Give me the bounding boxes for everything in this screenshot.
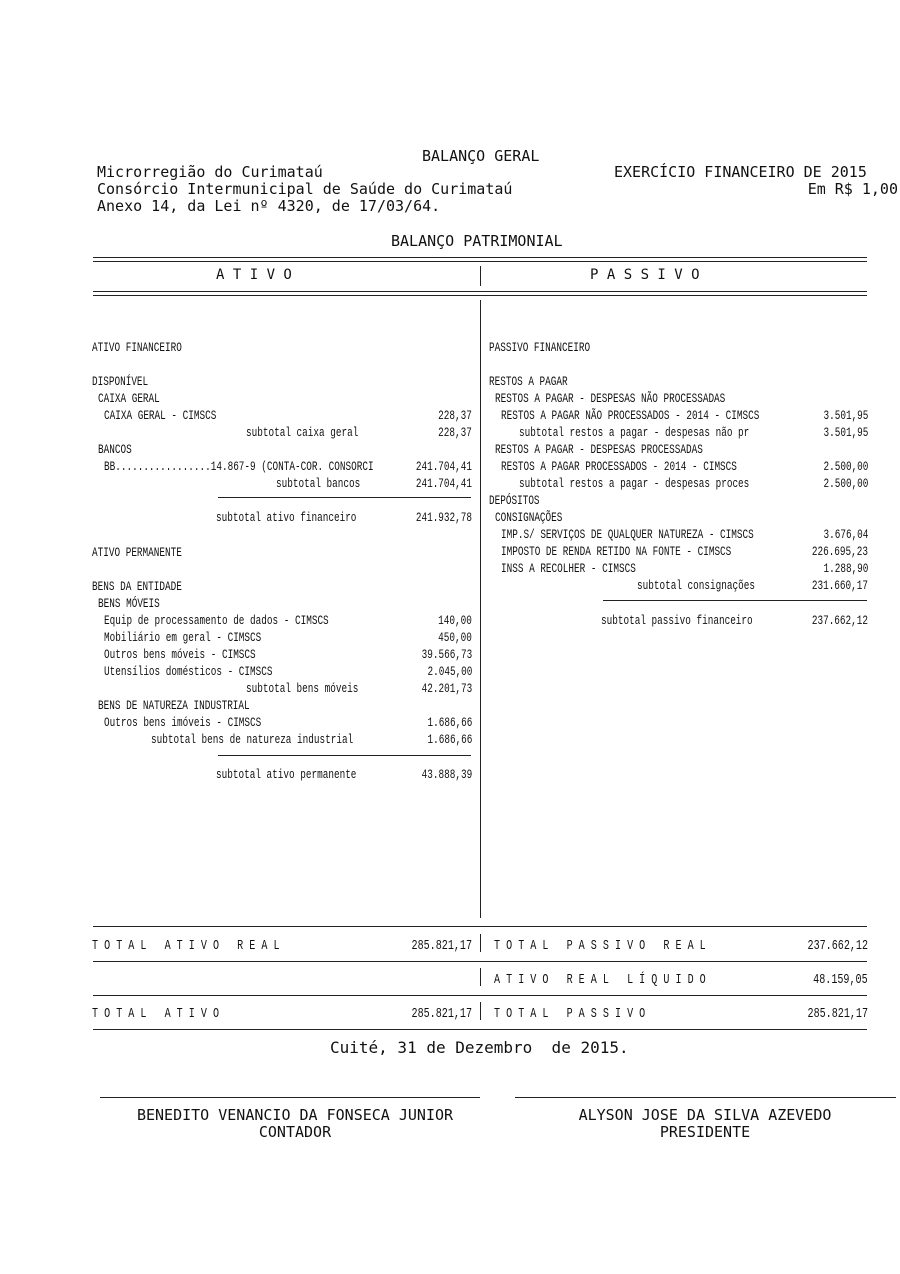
list-item: IMPOSTO DE RENDA RETIDO NA FONTE - CIMSCS	[501, 544, 732, 559]
depositos-heading: DEPÓSITOS	[489, 493, 540, 508]
restos-proc-heading: RESTOS A PAGAR - DESPESAS PROCESSADAS	[495, 442, 703, 457]
subtotal-ativo-financeiro-value: 241.932,78	[415, 510, 472, 525]
subtotal-ativo-permanente-label: subtotal ativo permanente	[216, 767, 357, 782]
list-item: IMP.S/ SERVIÇOS DE QUALQUER NATUREZA - CIMSCS	[501, 527, 754, 542]
subtotal-passivo-financeiro-label: subtotal passivo financeiro	[601, 613, 753, 628]
list-item-value: 3.676,04	[823, 527, 868, 542]
subtotal-bancos-label: subtotal bancos	[276, 476, 361, 491]
restos-nao-proc-heading: RESTOS A PAGAR - DESPESAS NÃO PROCESSADAS	[495, 391, 726, 406]
restos-heading: RESTOS A PAGAR	[489, 374, 568, 389]
bancos-heading: BANCOS	[98, 442, 132, 457]
subtotal-passivo-financeiro-value: 237.662,12	[811, 613, 868, 628]
list-item-value: 140,00	[438, 613, 472, 628]
subtotal-moveis-label: subtotal bens móveis	[246, 681, 359, 696]
list-item: Outros bens móveis - CIMSCS	[104, 647, 256, 662]
ativo-financeiro-heading: ATIVO FINANCEIRO	[92, 340, 182, 355]
header-bottom-rule	[93, 291, 867, 296]
passivo-financeiro-heading: PASSIVO FINANCEIRO	[489, 340, 591, 355]
ativo-real-liquido-value: 48.159,05	[813, 972, 868, 988]
list-item-value: 1.288,90	[823, 561, 868, 576]
subtotal-nao-proc-label: subtotal restos a pagar - despesas não pr	[519, 425, 750, 440]
report-subtitle: BALANÇO PATRIMONIAL	[391, 232, 563, 250]
list-item: Utensílios domésticos - CIMSCS	[104, 664, 273, 679]
bens-moveis-heading: BENS MÓVEIS	[98, 596, 160, 611]
signer-2-role: PRESIDENTE	[659, 1123, 751, 1141]
outros-imoveis-label: Outros bens imóveis - CIMSCS	[104, 715, 262, 730]
list-item: Equip de processamento de dados - CIMSCS	[104, 613, 329, 628]
subtotal-ativo-financeiro-label: subtotal ativo financeiro	[216, 510, 357, 525]
total-passivo-real-value: 237.662,12	[807, 938, 868, 954]
signature-line-2	[515, 1097, 896, 1098]
totals-rule	[93, 961, 867, 962]
ativo-permanente-heading: ATIVO PERMANENTE	[92, 545, 182, 560]
org-name: Consórcio Intermunicipal de Saúde do Curimataú	[97, 180, 513, 198]
subtotal-moveis-value: 42.201,73	[421, 681, 472, 696]
disponivel-heading: DISPONÍVEL	[92, 374, 149, 389]
subtotal-proc-label: subtotal restos a pagar - despesas proces	[519, 476, 750, 491]
totals-rule	[93, 995, 867, 996]
outros-imoveis-value: 1.686,66	[427, 715, 472, 730]
list-item: INSS A RECOLHER - CIMSCS	[501, 561, 636, 576]
caixa-geral-item-value: 228,37	[438, 408, 472, 423]
bb-account-value: 241.704,41	[415, 459, 472, 474]
column-divider-header	[480, 266, 481, 286]
totals-bottom-rule	[93, 1029, 867, 1030]
total-ativo-label: T O T A L A T I V O	[92, 1006, 220, 1022]
subtotal-industrial-value: 1.686,66	[427, 732, 472, 747]
consignacoes-heading: CONSIGNAÇÕES	[495, 510, 563, 525]
totals-divider	[480, 968, 481, 986]
list-item-value: 2.045,00	[427, 664, 472, 679]
place-date: Cuité, 31 de Dezembro de 2015.	[330, 1038, 629, 1057]
totals-divider	[480, 1002, 481, 1020]
total-passivo-value: 285.821,17	[807, 1006, 868, 1022]
fiscal-year: EXERCÍCIO FINANCEIRO DE 2015	[614, 163, 867, 181]
signer-2-name: ALYSON JOSE DA SILVA AZEVEDO	[578, 1106, 832, 1124]
total-ativo-real-value: 285.821,17	[411, 938, 472, 954]
bens-entidade-heading: BENS DA ENTIDADE	[92, 579, 182, 594]
restos-nao-proc-item-value: 3.501,95	[823, 408, 868, 423]
total-passivo-label: T O T A L P A S S I V O	[494, 1006, 646, 1022]
caixa-geral-item-label: CAIXA GERAL - CIMSCS	[104, 408, 217, 423]
restos-proc-item-value: 2.500,00	[823, 459, 868, 474]
report-title: BALANÇO GERAL	[422, 147, 540, 165]
list-item: Mobiliário em geral - CIMSCS	[104, 630, 262, 645]
subtotal-consig-value: 231.660,17	[811, 578, 868, 593]
signature-line-1	[100, 1097, 480, 1098]
list-item-value: 450,00	[438, 630, 472, 645]
subtotal-ativo-permanente-value: 43.888,39	[421, 767, 472, 782]
totals-top-rule	[93, 926, 867, 927]
ativo-real-liquido-label: A T I V O R E A L L Í Q U I D O	[494, 972, 706, 988]
legal-annex: Anexo 14, da Lei nº 4320, de 17/03/64.	[97, 197, 441, 215]
totals-divider	[480, 934, 481, 952]
subtotal-bancos-value: 241.704,41	[415, 476, 472, 491]
ativo-column-header: A T I V O	[216, 267, 292, 283]
bb-account-label: BB.................14.867-9 (CONTA-COR. CONSORCI	[104, 459, 374, 474]
total-ativo-value: 285.821,17	[411, 1006, 472, 1022]
org-region: Microrregião do Curimataú	[97, 163, 323, 181]
signer-1-name: BENEDITO VENANCIO DA FONSECA JUNIOR	[136, 1106, 454, 1124]
subtotal-nao-proc-value: 3.501,95	[823, 425, 868, 440]
list-item-value: 226.695,23	[811, 544, 868, 559]
restos-nao-proc-item-label: RESTOS A PAGAR NÃO PROCESSADOS - 2014 - CIMSCS	[501, 408, 760, 423]
passivo-column-header: P A S S I V O	[590, 267, 700, 283]
subtotal-rule	[218, 755, 471, 756]
subtotal-consig-label: subtotal consignações	[637, 578, 755, 593]
subtotal-caixa-value: 228,37	[438, 425, 472, 440]
column-divider	[480, 300, 481, 918]
restos-proc-item-label: RESTOS A PAGAR PROCESSADOS - 2014 - CIMSCS	[501, 459, 737, 474]
total-passivo-real-label: T O T A L P A S S I V O R E A L	[494, 938, 706, 954]
subtotal-industrial-label: subtotal bens de natureza industrial	[151, 732, 354, 747]
subtotal-rule	[603, 600, 867, 601]
signer-1-role: CONTADOR	[258, 1123, 332, 1141]
subtotal-caixa-label: subtotal caixa geral	[246, 425, 359, 440]
currency-unit: Em R$ 1,00	[807, 180, 898, 198]
total-ativo-real-label: T O T A L A T I V O R E A L	[92, 938, 280, 954]
subtotal-rule	[218, 497, 471, 498]
subtotal-proc-value: 2.500,00	[823, 476, 868, 491]
list-item-value: 39.566,73	[421, 647, 472, 662]
header-top-rule	[93, 257, 867, 262]
bens-industrial-heading: BENS DE NATUREZA INDUSTRIAL	[98, 698, 250, 713]
caixa-geral-heading: CAIXA GERAL	[98, 391, 160, 406]
